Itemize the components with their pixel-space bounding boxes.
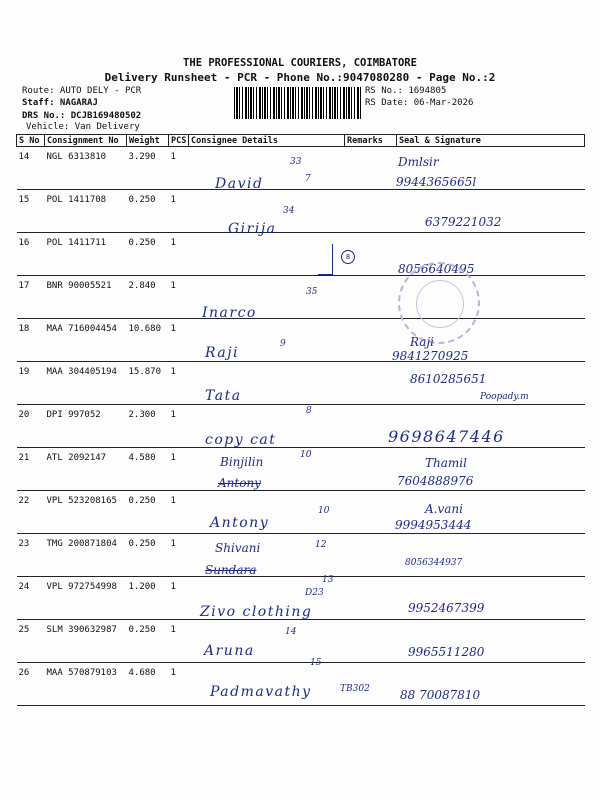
- cell-sno: 23: [17, 534, 45, 577]
- cell-remarks: [345, 491, 397, 534]
- vehicle-label: Vehicle: Van Delivery: [26, 122, 140, 132]
- cell-remarks: [345, 448, 397, 491]
- col-weight: Weight: [127, 135, 169, 147]
- hw-name: Binjilin: [220, 455, 264, 469]
- col-consignment: Consignment No: [45, 135, 127, 147]
- cell-consignment-no: NGL 6313810: [45, 147, 127, 190]
- table-row: [17, 147, 585, 190]
- cell-consignment-no: VPL 523208165: [45, 491, 127, 534]
- cell-sno: 24: [17, 577, 45, 620]
- page-subtitle: Delivery Runsheet - PCR - Phone No.:9047080280 - Page No.:2: [104, 71, 496, 84]
- cell-sno: 22: [17, 491, 45, 534]
- cell-pcs: 1: [169, 319, 189, 362]
- cell-weight: 2.840: [127, 276, 169, 319]
- table-header-row: [17, 135, 585, 147]
- hw-phone: 6379221032: [425, 215, 502, 229]
- cell-pcs: 1: [169, 276, 189, 319]
- hw-name: Girija: [228, 221, 277, 237]
- hw-phone: 9965511280: [408, 645, 485, 659]
- col-consignee: Consignee Details: [189, 135, 345, 147]
- cell-consignment-no: ATL 2092147: [45, 448, 127, 491]
- page-title: THE PROFESSIONAL COURIERS, COIMBATORE: [183, 57, 417, 69]
- table-row: [17, 534, 585, 577]
- cell-consignment-no: MAA 716004454: [45, 319, 127, 362]
- cell-sno: 19: [17, 362, 45, 405]
- cell-remarks: [345, 276, 397, 319]
- hw-phone: 8610285651: [410, 372, 487, 386]
- cell-remarks: [345, 534, 397, 577]
- hw-signature: A.vani: [425, 502, 463, 516]
- hw-number: 33: [290, 157, 302, 167]
- hw-phone: 9994953444: [395, 518, 472, 532]
- hw-phone: 9952467399: [408, 601, 485, 615]
- bracket-mark: [318, 244, 333, 275]
- hw-number: 34: [283, 206, 295, 216]
- table-row: [17, 319, 585, 362]
- hw-number: 12: [315, 540, 327, 550]
- table-row: [17, 233, 585, 276]
- hw-name: Shivani: [215, 541, 261, 555]
- hw-phone: 88 70087810: [400, 688, 481, 702]
- cell-consignment-no: SLM 390632987: [45, 620, 127, 663]
- cell-weight: 0.250: [127, 190, 169, 233]
- col-seal: Seal & Signature: [397, 135, 585, 147]
- cell-sno: 16: [17, 233, 45, 276]
- cell-weight: 2.300: [127, 405, 169, 448]
- hw-name-struck: Sundara: [205, 563, 257, 577]
- staff-label: Staff: NAGARAJ: [22, 98, 98, 108]
- cell-sno: 20: [17, 405, 45, 448]
- cell-consignment-no: DPI 997052: [45, 405, 127, 448]
- hw-phone: 8056344937: [405, 558, 463, 568]
- cell-consignee: [189, 147, 345, 190]
- cell-pcs: 1: [169, 577, 189, 620]
- hw-name: Zivo clothing: [200, 604, 313, 620]
- hw-number: 13: [322, 575, 334, 585]
- hw-number: 7: [305, 174, 311, 184]
- table-row: [17, 620, 585, 663]
- hw-number: 10: [300, 450, 312, 460]
- cell-weight: 10.680: [127, 319, 169, 362]
- cell-pcs: 1: [169, 190, 189, 233]
- circle-mark: 8: [341, 250, 355, 264]
- cell-pcs: 1: [169, 362, 189, 405]
- cell-weight: 15.870: [127, 362, 169, 405]
- hw-name: Antony: [210, 515, 270, 531]
- col-sno: S No: [17, 135, 45, 147]
- hw-signature: Poopady.m: [480, 392, 529, 402]
- cell-pcs: 1: [169, 405, 189, 448]
- hw-number: TB302: [340, 684, 370, 694]
- hw-number: 10: [318, 506, 330, 516]
- hw-name: David: [215, 176, 264, 192]
- hw-phone: 9841270925: [392, 349, 469, 363]
- cell-consignment-no: VPL 972754998: [45, 577, 127, 620]
- hw-signature: Dmlsir: [398, 155, 439, 169]
- cell-pcs: 1: [169, 233, 189, 276]
- hw-number: 35: [306, 287, 318, 297]
- cell-weight: 3.290: [127, 147, 169, 190]
- cell-weight: 4.680: [127, 663, 169, 706]
- cell-consignment-no: TMG 200871804: [45, 534, 127, 577]
- cell-pcs: 1: [169, 147, 189, 190]
- hw-signature: Raji: [410, 335, 435, 349]
- cell-sno: 14: [17, 147, 45, 190]
- cell-weight: 0.250: [127, 534, 169, 577]
- hw-signature: Thamil: [425, 456, 467, 470]
- cell-consignment-no: MAA 304405194: [45, 362, 127, 405]
- cell-weight: 0.250: [127, 620, 169, 663]
- hw-name: Inarco: [202, 305, 257, 321]
- cell-consignment-no: BNR 90005521: [45, 276, 127, 319]
- hw-phone: 7604888976: [397, 474, 474, 488]
- cell-weight: 4.580: [127, 448, 169, 491]
- hw-phone: 9698647446: [388, 427, 505, 446]
- col-pcs: PCS: [169, 135, 189, 147]
- hw-name: Aruna: [204, 643, 255, 659]
- hw-name: copy cat: [205, 432, 277, 448]
- cell-sno: 21: [17, 448, 45, 491]
- seal-stamp: [398, 262, 480, 344]
- hw-name: Padmavathy: [210, 684, 312, 700]
- table-row: [17, 491, 585, 534]
- cell-seal: [397, 534, 585, 577]
- cell-remarks: [345, 577, 397, 620]
- route-label: Route: AUTO DELY - PCR: [22, 86, 142, 96]
- hw-number: 8: [306, 406, 312, 416]
- cell-pcs: 1: [169, 491, 189, 534]
- hw-number: 14: [285, 627, 297, 637]
- cell-pcs: 1: [169, 663, 189, 706]
- cell-consignment-no: MAA 570879103: [45, 663, 127, 706]
- cell-consignment-no: POL 1411708: [45, 190, 127, 233]
- drs-number: DRS No.: DCJB169480502: [22, 111, 142, 121]
- hw-phone: 8056640495: [398, 262, 475, 276]
- table-row: [17, 276, 585, 319]
- hw-name-struck: Antony: [218, 476, 261, 490]
- rs-number: RS No.: 1694805: [365, 86, 447, 96]
- cell-consignment-no: POL 1411711: [45, 233, 127, 276]
- cell-sno: 17: [17, 276, 45, 319]
- cell-sno: 18: [17, 319, 45, 362]
- barcode: [234, 87, 361, 119]
- hw-number: D23: [305, 588, 324, 598]
- cell-remarks: [345, 190, 397, 233]
- hw-number: 9: [280, 339, 286, 349]
- cell-sno: 15: [17, 190, 45, 233]
- cell-weight: 0.250: [127, 233, 169, 276]
- cell-remarks: [345, 147, 397, 190]
- cell-remarks: [345, 362, 397, 405]
- hw-phone: 9944365665l: [396, 175, 477, 189]
- col-remarks: Remarks: [345, 135, 397, 147]
- cell-sno: 26: [17, 663, 45, 706]
- cell-remarks: [345, 620, 397, 663]
- cell-remarks: [345, 319, 397, 362]
- cell-pcs: 1: [169, 620, 189, 663]
- rs-date: RS Date: 06-Mar-2026: [365, 98, 474, 108]
- hw-name: Raji: [205, 345, 240, 361]
- cell-sno: 25: [17, 620, 45, 663]
- cell-weight: 1.200: [127, 577, 169, 620]
- cell-consignee: [189, 448, 345, 491]
- cell-pcs: 1: [169, 448, 189, 491]
- hw-name: Tata: [205, 388, 242, 404]
- cell-weight: 0.250: [127, 491, 169, 534]
- cell-pcs: 1: [169, 534, 189, 577]
- hw-number: 15: [310, 658, 322, 668]
